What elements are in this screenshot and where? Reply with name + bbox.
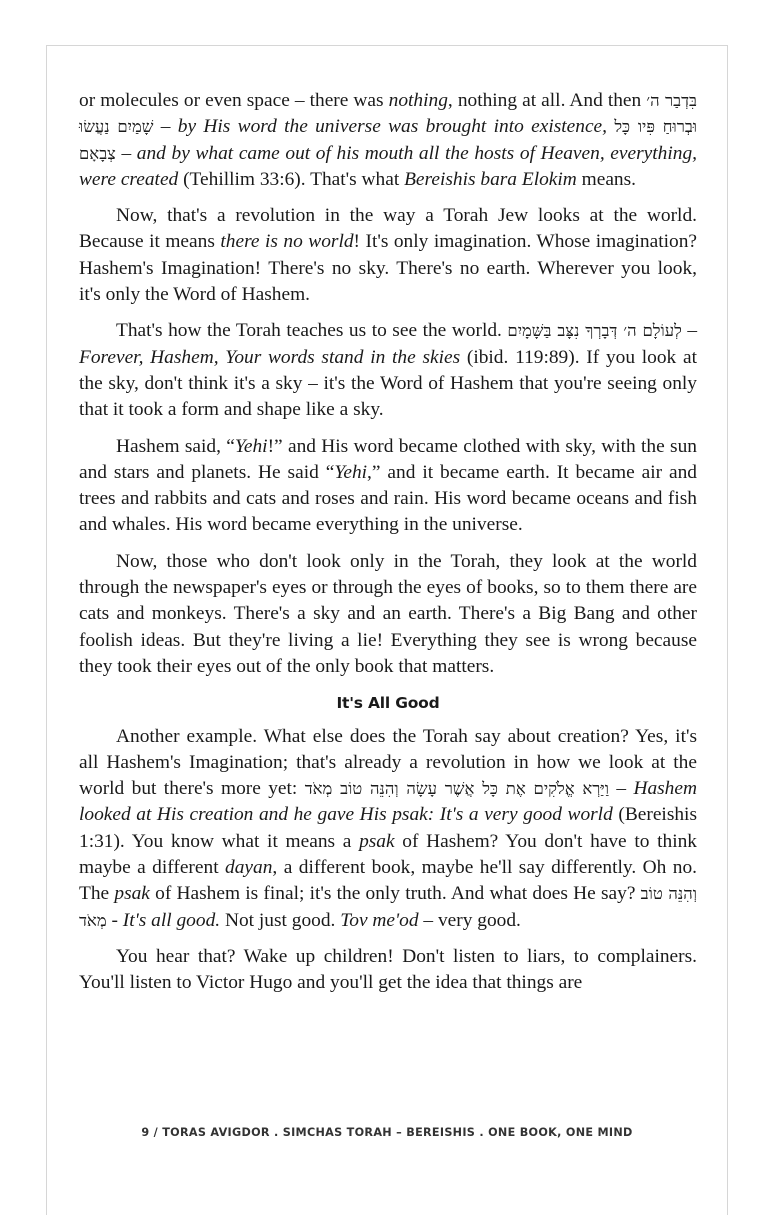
text-run: (Bereishis 1:31). You know what it means a <box>79 804 697 852</box>
text-run: Another example. What else does the Torah say about creation? Yes, it's all Hashem's Imagination; that's already a revolution in how we look at the world but there's more yet: <box>79 725 697 800</box>
italic-run: It's all good. <box>122 909 221 931</box>
text-run: Not just good. <box>220 909 341 931</box>
text-run: ! It's only imagination. Whose imagination? Hashem's Imagination! There's no sky. There's no earth. Wherever you look, it's only the Word of Hashem. <box>79 231 697 306</box>
text-run: – <box>681 320 698 342</box>
hebrew-quote: לְעוֹלָם ה׳ דְּבָרְךָ נִצָּב בַּשָּׁמָיִם <box>507 321 682 341</box>
italic-run: Hashem looked at His creation and he gave His psak: It's a very good world <box>79 778 697 826</box>
text-run: ,” and it became earth. It became air and trees and rabbits and cats and roses and rain. His word became oceans and fish and whales. His word became everything in the universe. <box>79 461 697 536</box>
italic-run: Forever, Hashem, Your words stand in the skies <box>79 346 461 368</box>
page-body <box>79 88 697 997</box>
paragraph-p7 <box>79 944 697 997</box>
text-run: , nothing at all. And then <box>447 90 647 111</box>
text-run: Hashem said, “ <box>116 435 235 457</box>
text-run: – very good. <box>418 909 521 931</box>
italic-run: psak <box>114 883 150 905</box>
text-run: It's All Good <box>336 694 440 713</box>
italic-run: Bereishis bara Elokim <box>404 168 577 190</box>
paragraph-p1 <box>79 88 697 193</box>
page-footer: 9 / TORAS AVIGDOR . SIMCHAS TORAH – BEREISHIS . ONE BOOK, ONE MIND <box>141 1126 633 1139</box>
italic-run: by His word the universe was brought into existence, <box>177 116 607 138</box>
text-run: (ibid. 119:89). If you look at the sky, don't think it's a sky – it's the Word of Hashem that you're seeing only that it took a form and shape like a sky. <box>79 346 697 421</box>
text-run: of Hashem is final; it's the only truth. And what does He say? <box>149 883 641 905</box>
hebrew-quote: וַיַּרְא אֱלֹקִים אֶת כָּל אֲשֶׁר עָשָׂה וְהִנֵּה טוֹב מְאֹד <box>304 779 609 799</box>
text-run: That's how the Torah teaches us to see the world. <box>116 320 508 342</box>
text-run: Now, that's a revolution in the way a Torah Jew looks at the world. Because it means <box>79 205 697 253</box>
italic-run: Tov me'od <box>340 909 419 931</box>
italic-run: psak <box>359 830 395 852</box>
text-run: of Hashem? You don't have to think maybe a different <box>79 830 697 879</box>
text-run: – <box>115 142 137 164</box>
text-run: Now, those who don't look only in the Torah, they look at the world through the newspaper's eyes or through the eyes of books, so to them there are cats and monkeys. There's a sky and an earth. There's a Big Bang and other foolish ideas. But they're living a lie! Everything they see is wrong because they took their eyes out of the only book that matters. <box>79 550 697 677</box>
text-run: !” and His word became clothed with sky, with the sun and stars and planets. He said “ <box>79 435 697 483</box>
hebrew-quote: וְהִנֵּה טוֹב מְאֹד <box>79 884 697 930</box>
italic-run: and by what came out of his mouth all the hosts of Heaven, everything, were created <box>79 142 697 190</box>
paragraph-p3 <box>79 318 697 423</box>
text-run: – <box>153 116 178 138</box>
paragraph-p6 <box>79 724 697 934</box>
italic-run: Yehi <box>334 461 368 483</box>
paragraph-p4 <box>79 434 697 539</box>
hebrew-quote: וּבְרוּחַ פִּיו כָּל צְבָאָם <box>79 117 697 163</box>
italic-run: Yehi <box>234 435 268 457</box>
text-run: – <box>608 778 634 800</box>
italic-run: there is no world <box>220 231 354 253</box>
text-run: means. <box>576 168 637 190</box>
text-run: - <box>106 909 123 931</box>
text-run: , a different book, maybe he'll say differently. Oh no. The <box>79 857 697 905</box>
text-run: You hear that? Wake up children! Don't listen to liars, to complainers. You'll listen to Victor Hugo and you'll get the idea that things are <box>79 945 697 994</box>
text-run: (Tehillim 33:6). That's what <box>178 168 405 190</box>
italic-run: dayan <box>225 857 273 879</box>
italic-run: nothing <box>388 90 448 111</box>
paragraph-p5 <box>79 549 697 680</box>
text-run: or molecules or even space – there was <box>79 90 389 111</box>
paragraph-p2 <box>79 203 697 308</box>
hebrew-quote: בִּדְבַר ה׳ שָׁמַיִם נַעֲשׂוּ <box>79 91 697 137</box>
section-heading <box>79 690 697 716</box>
